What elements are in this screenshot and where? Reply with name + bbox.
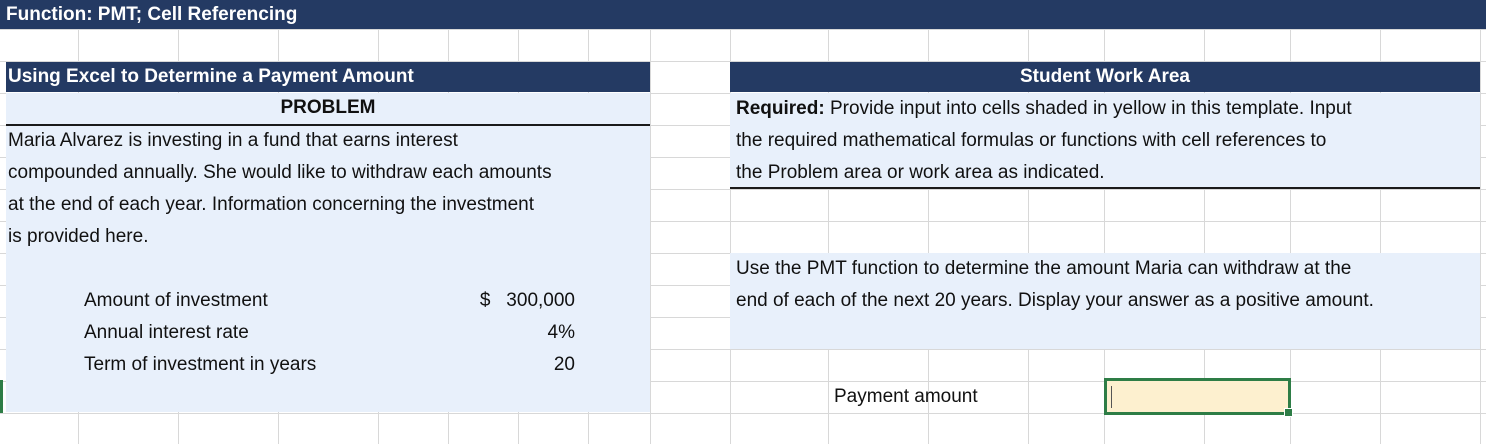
annual-interest-rate-value[interactable]: 4% — [547, 322, 575, 343]
term-of-investment-value[interactable]: 20 — [553, 354, 575, 375]
work-area-header-text: Student Work Area — [1020, 66, 1190, 87]
amount-of-investment-label[interactable]: Amount of investment — [84, 290, 268, 311]
problem-line-2: compounded annually. She would like to withdraw each amounts — [8, 162, 552, 183]
payment-amount-label: Payment amount — [834, 386, 978, 407]
payment-amount-input-cell[interactable] — [1104, 378, 1291, 415]
problem-subheader: PROBLEM — [280, 97, 376, 118]
sheet-title: Function: PMT; Cell Referencing — [6, 4, 298, 25]
required-rule — [730, 187, 1480, 189]
problem-line-3: at the end of each year. Information concerning the investment — [8, 194, 534, 215]
text-cursor — [1111, 386, 1112, 408]
required-line-2: the required mathematical formulas or functions with cell references to — [736, 130, 1327, 151]
row-selection-indicator — [0, 380, 3, 413]
required-text-1: Provide input into cells shaded in yellow in this template. Input — [824, 98, 1352, 119]
required-label: Required: — [736, 98, 825, 119]
term-of-investment-label[interactable]: Term of investment in years — [84, 354, 317, 375]
sheet-title-bar — [0, 0, 1486, 29]
work-area-header — [730, 62, 1480, 92]
fill-handle[interactable] — [1284, 408, 1293, 417]
problem-header — [6, 62, 650, 92]
instruction-line-2: end of each of the next 20 years. Display your answer as a positive amount. — [736, 290, 1374, 311]
problem-line-4: is provided here. — [8, 226, 149, 247]
annual-interest-rate-label[interactable]: Annual interest rate — [84, 322, 249, 343]
problem-subheader-rule — [6, 124, 650, 126]
problem-header-text: Using Excel to Determine a Payment Amount — [8, 66, 414, 87]
instruction-line-1: Use the PMT function to determine the amount Maria can withdraw at the — [736, 258, 1352, 279]
required-line-1 — [736, 98, 1352, 120]
problem-line-1: Maria Alvarez is investing in a fund that earns interest — [8, 130, 458, 151]
amount-of-investment-value[interactable]: $ 300,000 — [479, 290, 575, 311]
required-line-3: the Problem area or work area as indicated. — [736, 162, 1105, 183]
